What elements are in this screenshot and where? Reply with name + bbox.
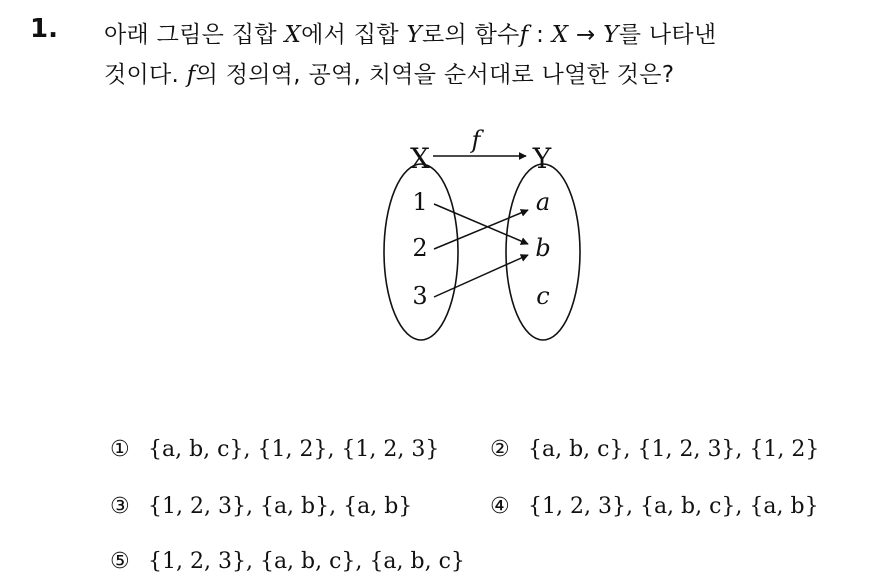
mapping-arrow-3-to-b — [434, 255, 528, 297]
codomain-element: c — [536, 282, 550, 310]
option-number: ③ — [110, 494, 130, 519]
set-x-label: X — [410, 142, 430, 175]
question-text: 에서 집합 — [301, 22, 407, 48]
answer-option-4[interactable] — [490, 494, 819, 519]
domain-element: 2 — [412, 234, 428, 262]
function-label: f — [471, 126, 481, 154]
option-number: ② — [490, 437, 510, 462]
answer-option-3[interactable] — [110, 494, 412, 519]
question-text: 로의 함수 — [421, 22, 520, 48]
question-text: 를 나타낸 — [618, 22, 717, 48]
option-text: {a, b, c}, {1, 2}, {1, 2, 3} — [148, 437, 440, 462]
function-symbol: f — [186, 62, 196, 88]
set-x-symbol: X — [284, 22, 302, 48]
answer-option-1[interactable] — [110, 437, 439, 462]
set-y-symbol: Y — [603, 22, 619, 48]
answer-option-2[interactable] — [490, 437, 819, 462]
option-text: {1, 2, 3}, {a, b}, {a, b} — [148, 494, 413, 519]
set-x-symbol: X — [551, 22, 569, 48]
set-y-symbol: Y — [406, 22, 422, 48]
question-number: 1. — [30, 14, 58, 44]
option-text: {1, 2, 3}, {a, b, c}, {a, b, c} — [148, 549, 465, 574]
question-text: 아래 그림은 집합 — [104, 22, 285, 48]
option-number: ① — [110, 437, 130, 462]
question-text: 의 정의역, 공역, 치역을 순서대로 나열한 것은? — [195, 62, 675, 88]
function-symbol: f — [519, 22, 529, 48]
option-text: {a, b, c}, {1, 2, 3}, {1, 2} — [528, 437, 820, 462]
domain-element: 1 — [412, 188, 428, 216]
question-text: : — [528, 22, 552, 48]
answer-option-5[interactable] — [110, 549, 465, 574]
codomain-element: a — [535, 188, 551, 216]
option-number: ④ — [490, 494, 510, 519]
domain-element: 3 — [412, 282, 428, 310]
option-text: {1, 2, 3}, {a, b, c}, {a, b} — [528, 494, 819, 519]
option-number: ⑤ — [110, 549, 130, 574]
mapping-arrow-1-to-b — [434, 204, 528, 244]
mapping-arrow-2-to-a — [434, 210, 528, 249]
arrow-symbol: → — [568, 22, 604, 48]
set-y-label: Y — [532, 142, 552, 175]
codomain-element: b — [535, 234, 551, 262]
question-text: 것이다. — [104, 62, 187, 88]
